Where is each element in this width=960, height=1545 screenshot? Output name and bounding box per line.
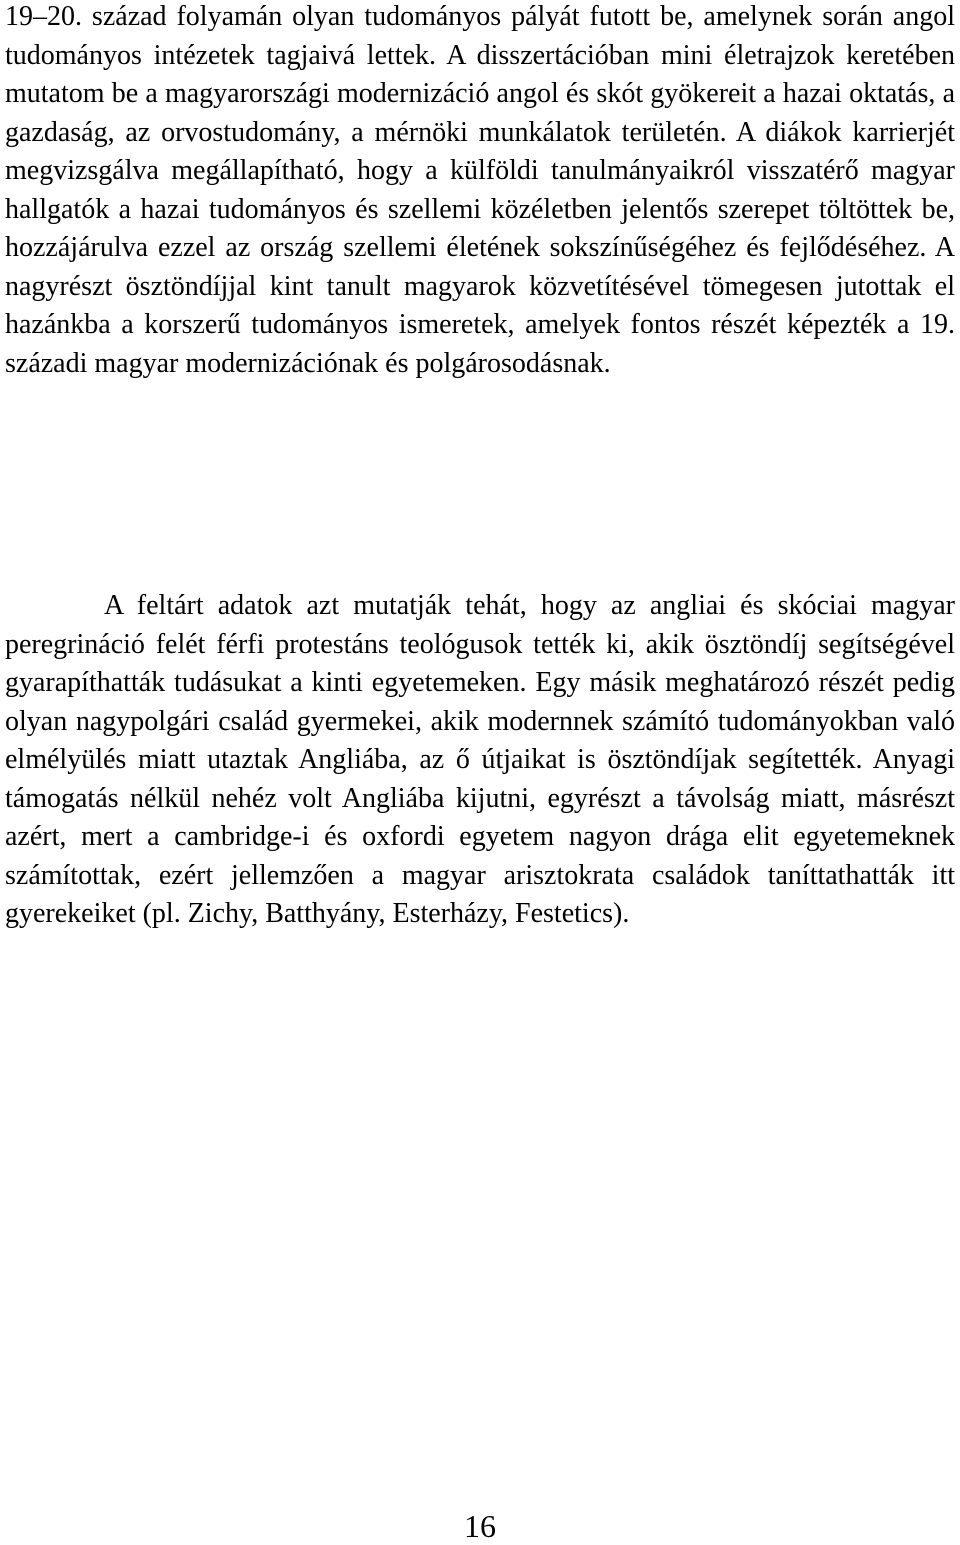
page-number: 16 [464,1508,496,1544]
body-paragraph-2: A feltárt adatok azt mutatják tehát, hogy az angliai és skóciai magyar peregrináció felét férfi protestáns teológusok tették ki, akik ösztöndíj segítségével gyarapíthatták tudásukat a kinti egyetemeken. Egy másik meghatározó részét pedig olyan nagypolgári család gyermekei, akik modernnek számító tudományokban való elmélyülés miatt utaztak Angliába, az ő útjaikat is ösztöndíjak segítették. Anyagi támogatás nélkül nehéz volt Angliába kijutni, egyrészt a távolság miatt, másrészt azért, mert a cambridge-i és oxfordi egyetem nagyon drága elit egyetemeknek számítottak, ezért jellemzően a magyar arisztokrata családok taníttathatták itt gyerekeiket (pl. Zichy, Batthyány, Esterházy, Festetics). [5,590,955,929]
body-paragraph-1: 19–20. század folyamán olyan tudományos pályát futott be, amelynek során angol tudományos intézetek tagjaivá lettek. A disszertációban mini életrajzok keretében mutatom be a magyarországi modernizáció angol és skót gyökereit a hazai oktatás, a gazdaság, az orvostudomány, a mérnöki munkálatok területén. A diákok karrierjét megvizsgálva megállapítható, hogy a külföldi tanulmányaikról visszatérő magyar hallgatók a hazai tudományos és szellemi közéletben jelentős szerepet töltöttek be, hozzájárulva ezzel az ország szellemi életének sokszínűségéhez és fejlődéséhez. A nagyrészt ösztöndíjjal kint tanult magyarok közvetítésével tömegesen jutottak el hazánkba a korszerű tudományos ismeretek, amelyek fontos részét képezték a 19. századi magyar modernizációnak és polgárosodásnak. [5,1,955,379]
